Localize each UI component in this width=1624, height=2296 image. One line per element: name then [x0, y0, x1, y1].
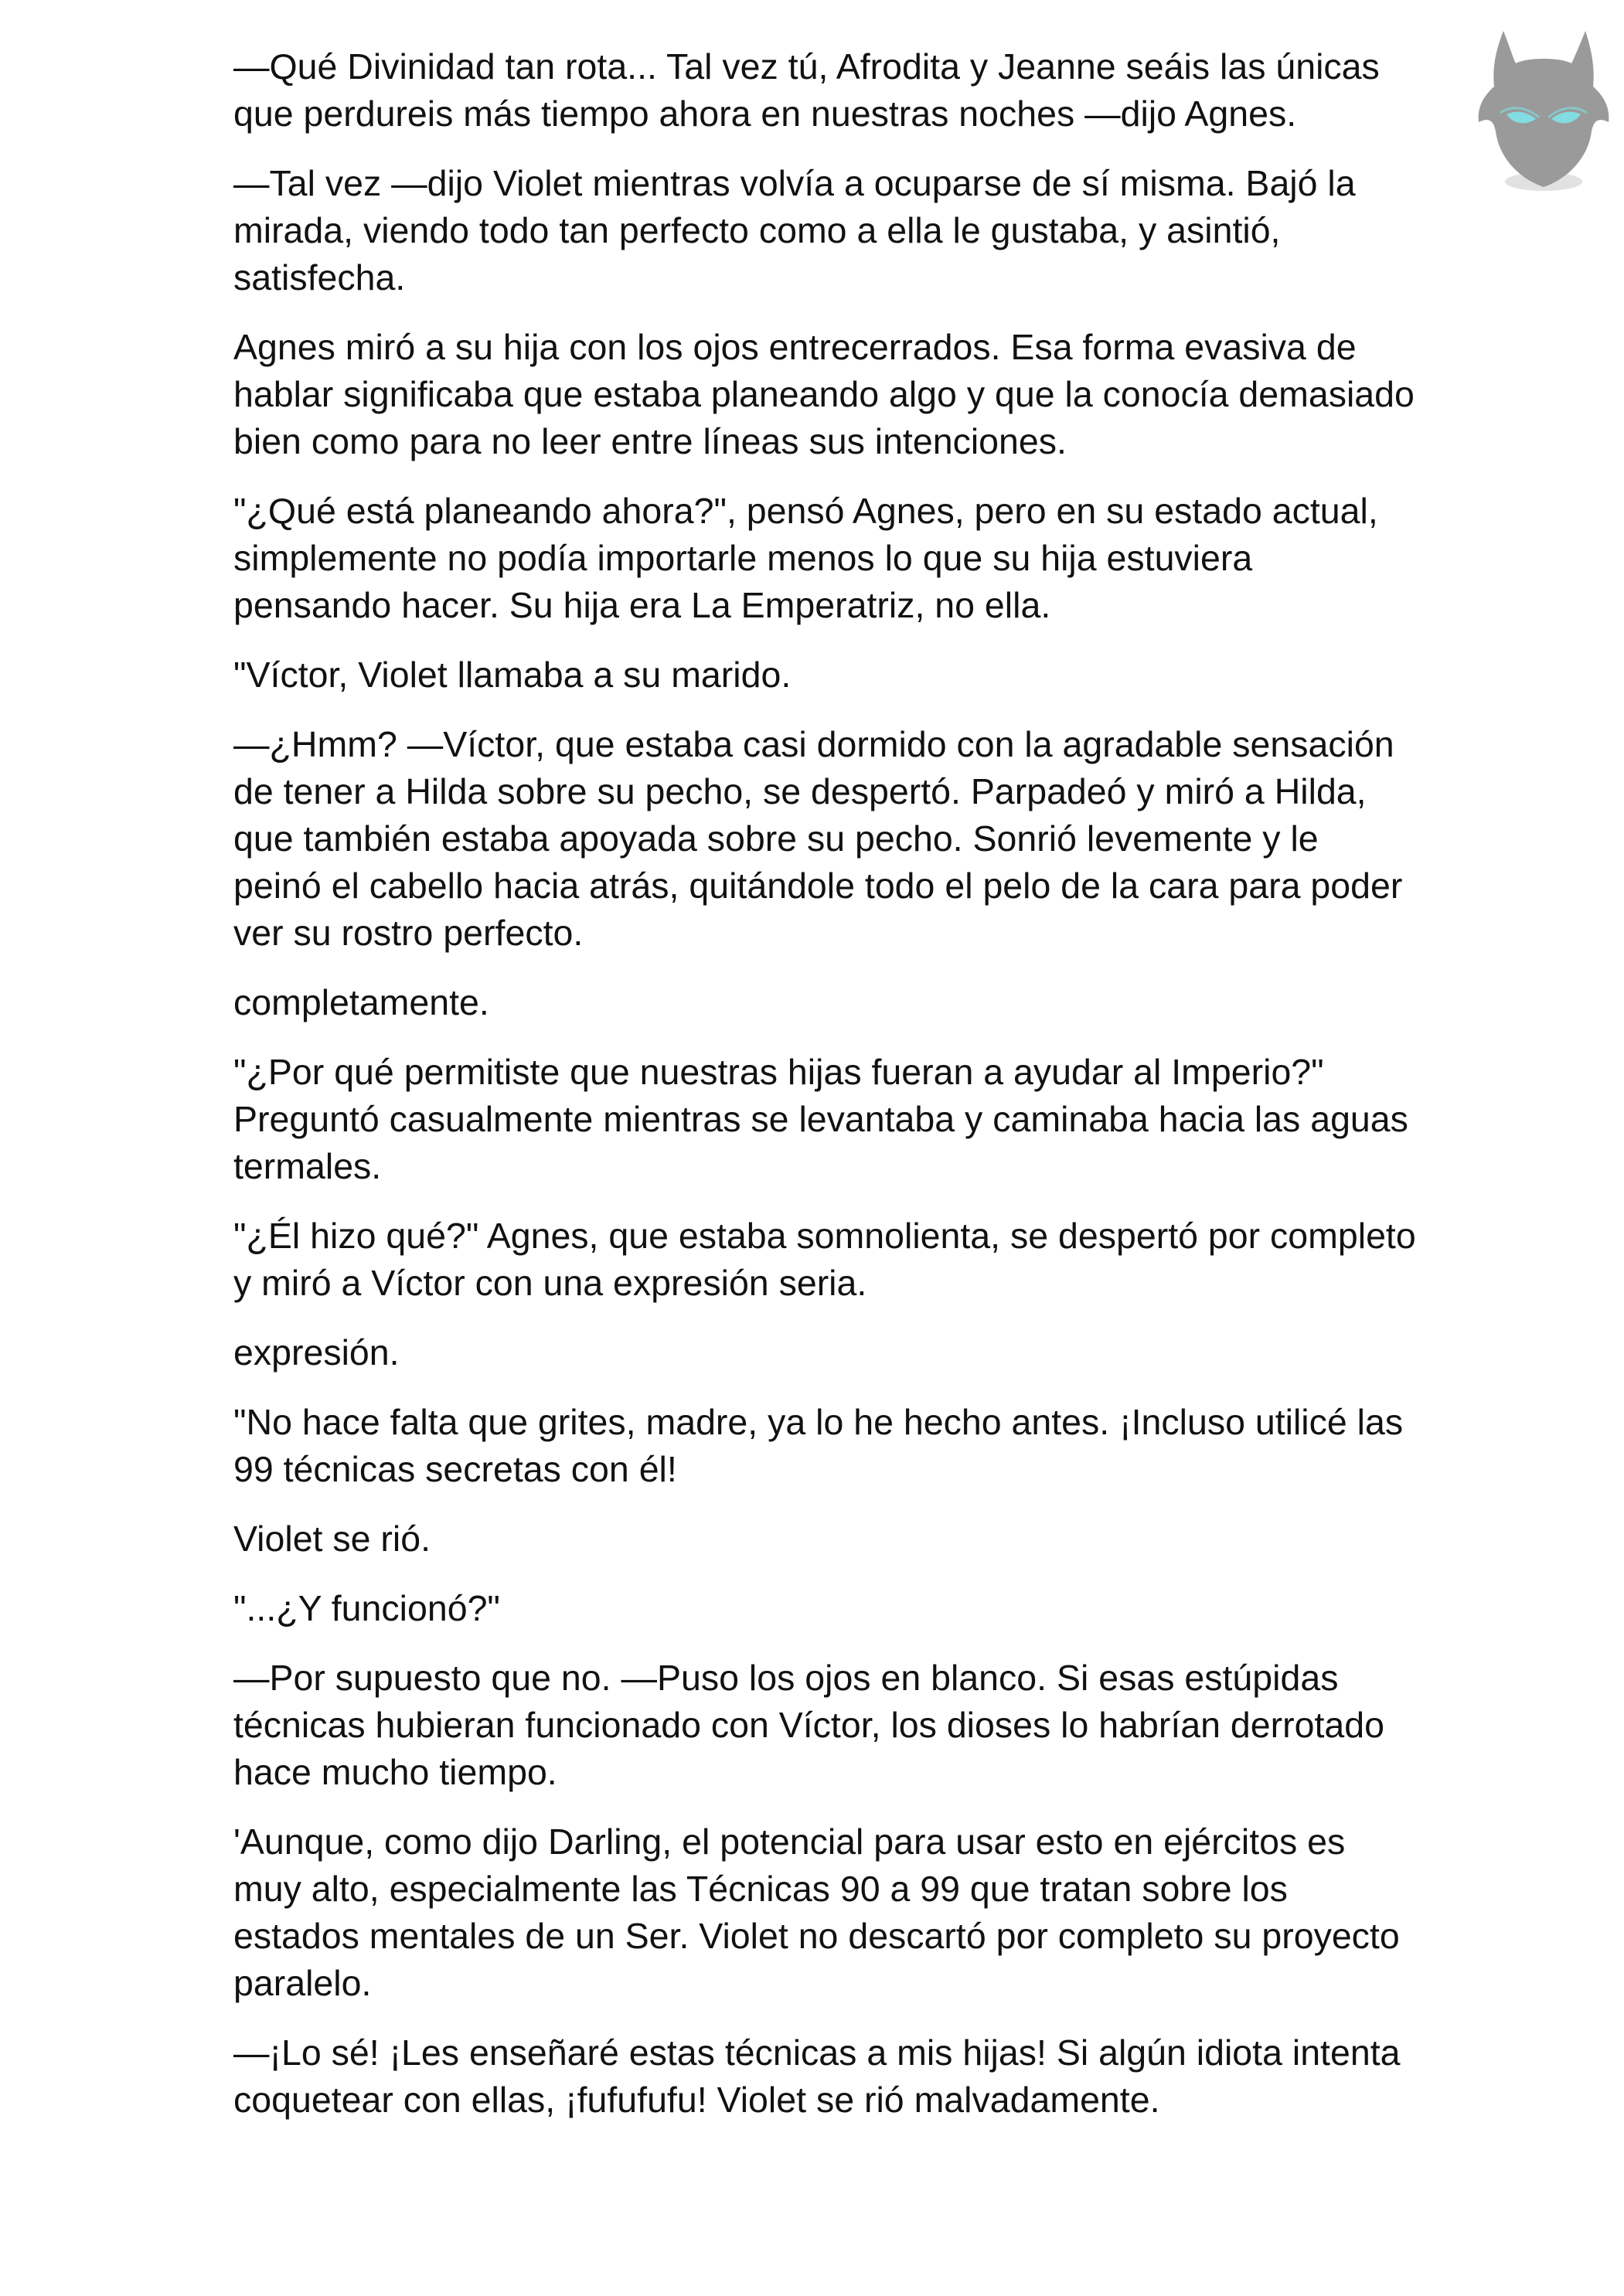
paragraph: "...¿Y funcionó?": [233, 1588, 500, 1628]
paragraph: —Por supuesto que no. —Puso los ojos en blanco. Si esas estúpidas técnicas hubieran funcionado con Víctor, los dioses lo habrían derrotado hace mucho tiempo.: [233, 1658, 1384, 1792]
document-body: [233, 43, 1416, 2146]
paragraph: —¿Hmm? —Víctor, que estaba casi dormido con la agradable sensación de tener a Hilda sobre su pecho, se despertó. Parpadeó y miró a Hilda, que también estaba apoyada sobre su pecho. Sonrió levemente y le peinó el cabello hacia atrás, quitándole todo el pelo de la cara para poder ver su rostro perfecto.: [233, 724, 1403, 953]
paragraph: Violet se rió.: [233, 1519, 431, 1559]
paragraph: "¿Por qué permitiste que nuestras hijas fueran a ayudar al Imperio?" Preguntó casualmente mientras se levantaba y caminaba hacia las aguas termales.: [233, 1052, 1408, 1186]
paragraph: completamente.: [233, 982, 489, 1022]
paragraph: "¿Él hizo qué?" Agnes, que estaba somnolienta, se despertó por completo y miró a Víctor con una expresión seria.: [233, 1216, 1416, 1303]
paragraph: —Qué Divinidad tan rota... Tal vez tú, Afrodita y Jeanne seáis las únicas que perdureis más tiempo ahora en nuestras noches —dijo Agnes.: [233, 46, 1380, 134]
paragraph: 'Aunque, como dijo Darling, el potencial para usar esto en ejércitos es muy alto, especialmente las Técnicas 90 a 99 que tratan sobre los estados mentales de un Ser. Violet no descartó por completo su proyecto paralelo.: [233, 1821, 1400, 2003]
paragraph: "Víctor, Violet llamaba a su marido.: [233, 655, 792, 695]
paragraph: —Tal vez —dijo Violet mientras volvía a ocuparse de sí misma. Bajó la mirada, viendo todo tan perfecto como a ella le gustaba, y asintió, satisfecha.: [233, 163, 1356, 298]
logo-head: [1479, 31, 1609, 187]
paragraph: "¿Qué está planeando ahora?", pensó Agnes, pero en su estado actual, simplemente no podía importarle menos lo que su hija estuviera pensando hacer. Su hija era La Emperatriz, no ella.: [233, 491, 1378, 625]
paragraph: expresión.: [233, 1332, 400, 1372]
paragraph: Agnes miró a su hija con los ojos entrecerrados. Esa forma evasiva de hablar significaba que estaba planeando algo y que la conocía demasiado bien como para no leer entre líneas sus intenciones.: [233, 327, 1415, 461]
paragraph: "No hace falta que grites, madre, ya lo he hecho antes. ¡Incluso utilicé las 99 técnicas secretas con él!: [233, 1402, 1404, 1489]
demon-head-logo-icon: [1472, 23, 1615, 197]
paragraph: —¡Lo sé! ¡Les enseñaré estas técnicas a mis hijas! Si algún idiota intenta coquetear con ellas, ¡fufufufu! Violet se rió malvadamente.: [233, 2032, 1401, 2120]
